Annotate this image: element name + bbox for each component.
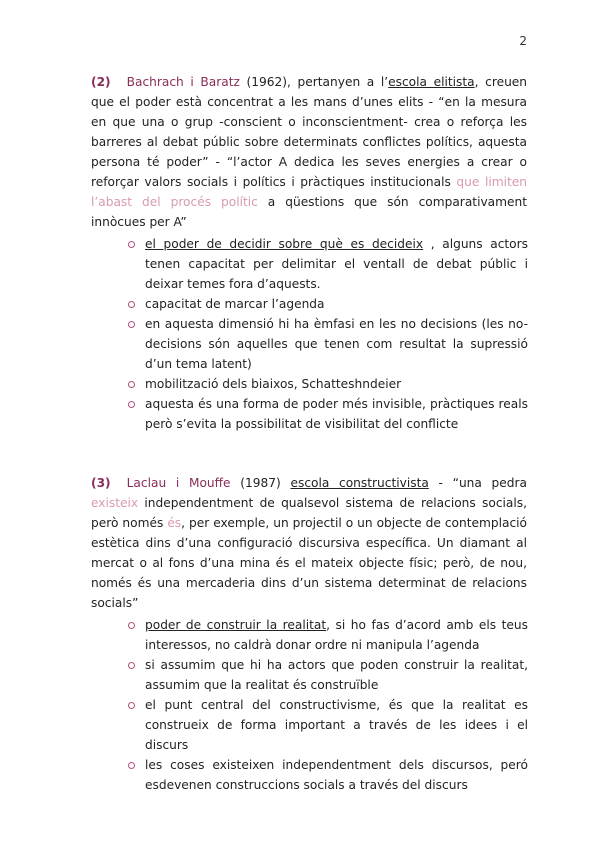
section-3-bullet-list — [128, 615, 528, 795]
section-3-text3: , per exemple, un projectil o un objecte de contemplació estètica dins d’una configuració discursiva específica. Un diamant al mercat o al fons d’una mina és el mateix objecte físic; però, de nou, només és una mercaderia dins d’un sistema determinat de relacions socials” — [91, 516, 527, 610]
list-item — [128, 394, 528, 434]
section-2-text2: a qüestions que són comparativament innòcues per A” — [91, 195, 528, 229]
section-3-paragraph — [91, 473, 527, 613]
section-3-school: escola constructivista — [290, 476, 429, 490]
section-3-year: (1987) — [230, 476, 291, 490]
bullet-icon — [128, 241, 135, 248]
bullet-icon — [128, 622, 135, 629]
bullet-text: aquesta és una forma de poder més invisible, pràctiques reals però s’evita la possibilitat de visibilitat del conflicte — [145, 397, 528, 431]
bullet-icon — [128, 662, 135, 669]
bullet-text: el punt central del constructivisme, és que la realitat es construeix de forma important a través de les idees i el discurs — [145, 698, 528, 752]
section-3-authors: Laclau i Mouffe — [126, 476, 231, 490]
section-3-text1: - “una pedra — [428, 476, 528, 490]
bullet-icon — [128, 401, 135, 408]
bullet-text: capacitat de marcar l’agenda — [145, 297, 325, 311]
list-item — [128, 374, 528, 394]
list-item — [128, 615, 528, 655]
section-2-authors: Bachrach i Baratz — [126, 75, 240, 89]
section-2-bullet-list — [128, 234, 528, 434]
bullet-underlined: poder de construir la realitat — [145, 618, 327, 632]
list-item — [128, 314, 528, 374]
list-item — [128, 234, 528, 294]
section-2-year: (1962), pertanyen a l’ — [239, 75, 389, 89]
bullet-icon — [128, 762, 135, 769]
section-2-school: escola elitista — [388, 75, 475, 89]
list-item — [128, 695, 528, 755]
section-2-paragraph — [91, 72, 527, 232]
section-3-pink1: existeix — [91, 496, 139, 510]
bullet-text: si assumim que hi ha actors que poden construir la realitat, assumim que la realitat és construïble — [145, 658, 528, 692]
section-2-text1: , creuen que el poder està concentrat a les mans d’unes elits - “en la mesura en que una o grup -conscient o inconscientment- crea o reforça les barreres al debat públic sobre determinats conflictes polítics, aquesta persona té poder” - “l’actor A dedica les seves energies a crear o reforçar valors socials i polítics i pràctiques institucionals — [91, 75, 528, 189]
list-item — [128, 655, 528, 695]
section-3-text2: independentment de qualsevol sistema de relacions socials, però només — [91, 496, 527, 530]
bullet-text: , si ho fas d’acord amb els teus interessos, no caldrà donar ordre ni manipula l’agenda — [145, 618, 528, 652]
page-number: 2 — [519, 34, 527, 48]
bullet-text: les coses existeixen independentment dels discursos, peró esdevenen construccions socials a través del discurs — [145, 758, 528, 792]
bullet-icon — [128, 381, 135, 388]
section-2-number: (2) — [91, 75, 111, 89]
section-2-pink-text: que limiten l’abast del procés polític — [91, 175, 527, 209]
bullet-text: mobilització dels biaixos, Schatteshndeier — [145, 377, 402, 391]
bullet-text: en aquesta dimensió hi ha èmfasi en les no decisions (les no-decisions són aquelles que tenen com resultat la supressió d’un tema latent) — [145, 317, 528, 371]
bullet-icon — [128, 301, 135, 308]
list-item — [128, 755, 528, 795]
section-3-pink2: és — [167, 516, 182, 530]
bullet-underlined: el poder de decidir sobre què es decideix — [145, 237, 424, 251]
bullet-text: , alguns actors tenen capacitat per delimitar el ventall de debat públic i deixar temes fora d’aquests. — [145, 237, 528, 291]
section-3-number: (3) — [91, 476, 111, 490]
bullet-icon — [128, 321, 135, 328]
bullet-icon — [128, 702, 135, 709]
list-item — [128, 294, 528, 314]
